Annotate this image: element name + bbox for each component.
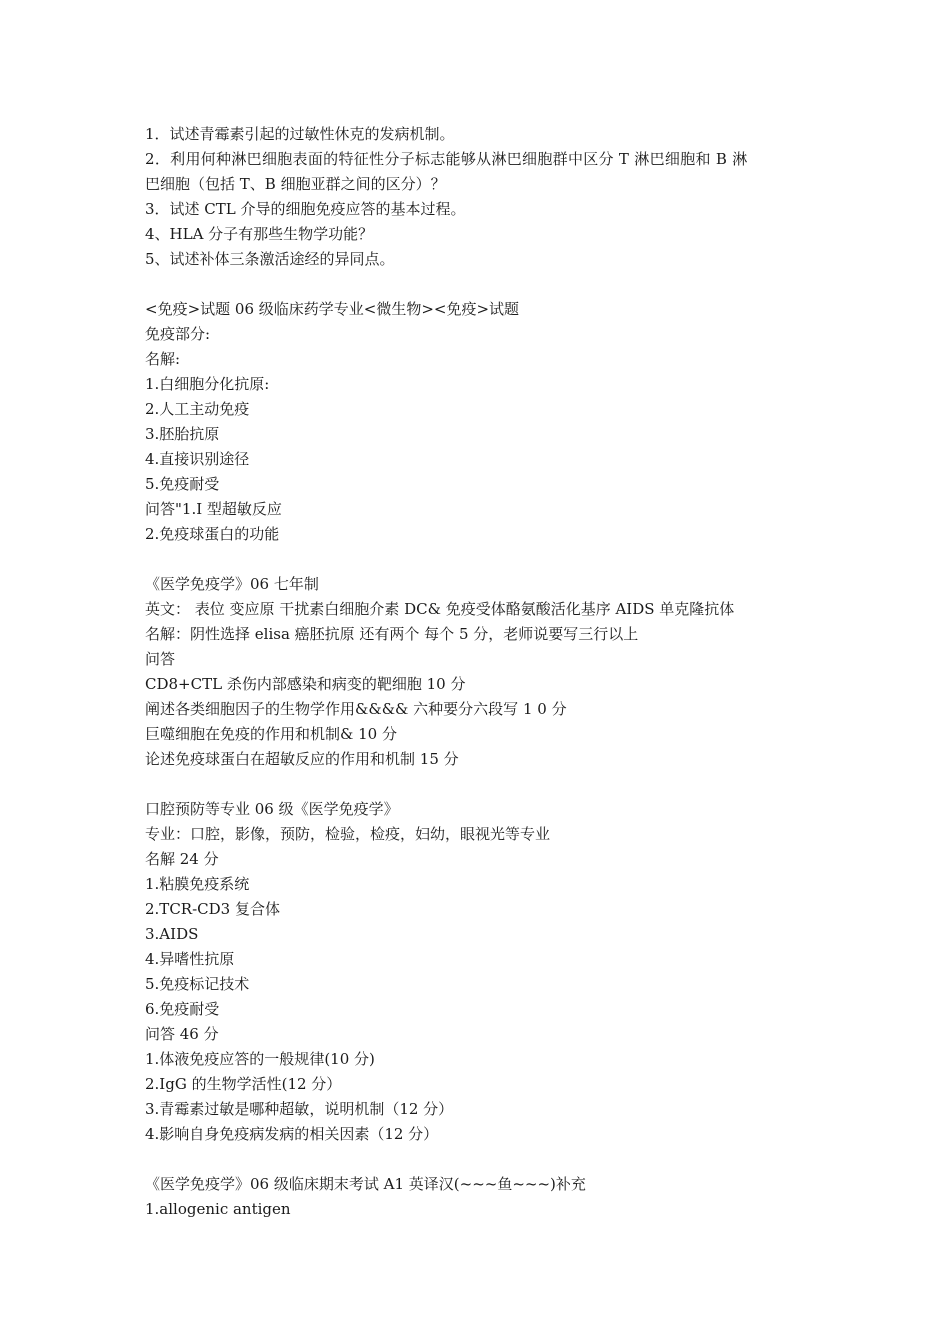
text-line: 1．试述青霉素引起的过敏性休克的发病机制。	[145, 125, 455, 143]
section-seven-year-exam	[145, 572, 825, 772]
text-line: 巨噬细胞在免疫的作用和机制& 10 分	[145, 725, 397, 743]
text-line: CD8+CTL 杀伤内部感染和病变的靶细胞 10 分	[145, 675, 466, 693]
text-line: 1.粘膜免疫系统	[145, 875, 250, 893]
text-line: 5.免疫耐受	[145, 475, 220, 493]
section-heading: 《医学免疫学》06 七年制	[145, 575, 319, 593]
blank-line	[145, 547, 825, 572]
blank-line	[145, 272, 825, 297]
text-line: 4.异嗜性抗原	[145, 950, 235, 968]
text-line: 3.AIDS	[145, 925, 199, 943]
section-heading: <免疫>试题 06 级临床药学专业<微生物><免疫>试题	[145, 300, 520, 318]
text-line: 2.TCR-CD3 复合体	[145, 900, 280, 918]
text-line: 论述免疫球蛋白在超敏反应的作用和机制 15 分	[145, 750, 459, 768]
text-line: 2．利用何种淋巴细胞表面的特征性分子标志能够从淋巴细胞群中区分 T 淋巴细胞和 B 淋	[145, 150, 748, 168]
text-line: 3.胚胎抗原	[145, 425, 220, 443]
text-line: 5、试述补体三条激活途经的异同点。	[145, 250, 395, 268]
section-heading: 口腔预防等专业 06 级《医学免疫学》	[145, 800, 399, 818]
section-heading: 《医学免疫学》06 级临床期末考试 A1 英译汉(~~~鱼~~~)补充	[145, 1175, 586, 1193]
text-line: 5.免疫标记技术	[145, 975, 250, 993]
text-line: 1.白细胞分化抗原:	[145, 375, 270, 393]
text-line: 3.青霉素过敏是哪种超敏，说明机制（12 分）	[145, 1100, 454, 1118]
section-stomatology-exam	[145, 797, 825, 1147]
text-line: 6.免疫耐受	[145, 1000, 220, 1018]
text-line: 英文： 表位 变应原 干扰素白细胞介素 DC& 免疫受体酪氨酸活化基序 AIDS 单克隆抗体	[145, 600, 735, 618]
text-line: 1.体液免疫应答的一般规律(10 分)	[145, 1050, 375, 1068]
text-line: 3．试述 CTL 介导的细胞免疫应答的基本过程。	[145, 200, 466, 218]
text-line: 名解:	[145, 350, 181, 368]
text-line: 2.IgG 的生物学活性(12 分）	[145, 1075, 342, 1093]
text-line: 巴细胞（包括 T、B 细胞亚群之间的区分）？	[145, 175, 446, 193]
text-line: 4.影响自身免疫病发病的相关因素（12 分）	[145, 1125, 439, 1143]
text-line: 4、HLA 分子有那些生物学功能？	[145, 225, 374, 243]
blank-line	[145, 1147, 825, 1172]
blank-line	[145, 772, 825, 797]
text-line: 2.人工主动免疫	[145, 400, 250, 418]
text-line: 1.allogenic antigen	[145, 1200, 291, 1218]
text-line: 名解：阴性选择 elisa 癌胚抗原 还有两个 每个 5 分，老师说要写三行以上	[145, 625, 639, 643]
text-line: 问答"1.I 型超敏反应	[145, 500, 282, 518]
section-clinical-final-exam	[145, 1172, 825, 1222]
section-clinical-pharmacy-exam	[145, 297, 825, 547]
text-line: 问答	[145, 650, 176, 668]
text-line: 问答 46 分	[145, 1025, 219, 1043]
document-page	[145, 122, 825, 1222]
text-line: 阐述各类细胞因子的生物学作用&&&& 六种要分六段写 1 0 分	[145, 700, 567, 718]
text-line: 专业：口腔，影像，预防，检验，检疫，妇幼，眼视光等专业	[145, 825, 551, 843]
text-line: 2.免疫球蛋白的功能	[145, 525, 280, 543]
text-line: 4.直接识别途径	[145, 450, 250, 468]
section-essay-questions	[145, 122, 825, 272]
text-line: 名解 24 分	[145, 850, 219, 868]
text-line: 免疫部分:	[145, 325, 211, 343]
